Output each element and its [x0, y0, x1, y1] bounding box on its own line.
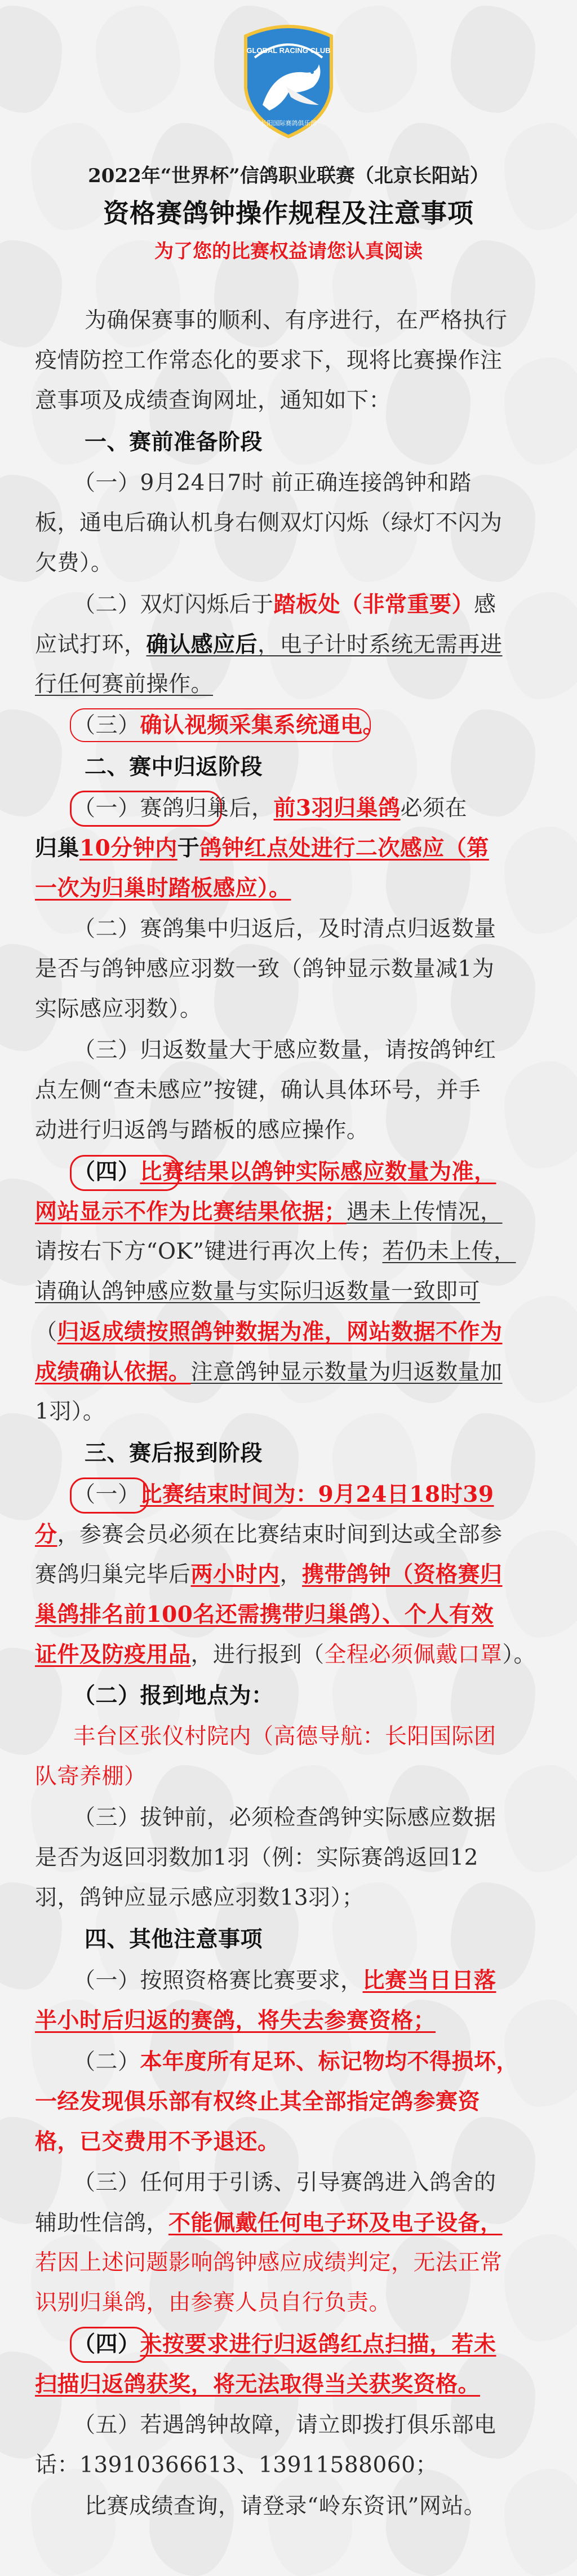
paragraph-line — [73, 1481, 577, 1508]
watermark-tile — [332, 2352, 417, 2459]
text-segment: （二） — [73, 2049, 140, 2075]
highlight-text: 携带鸽钟（资格赛归 — [302, 1562, 503, 1587]
highlight-text: 踏板处（非常重要） — [273, 592, 474, 617]
header-title-main: 资格赛鸽钟操作规程及注意事项 — [103, 198, 474, 228]
paragraph-line: 一次为归巢时踏板感应）。 — [35, 875, 291, 901]
phone-numbers: 话：13910366613、13911588060； — [35, 2453, 438, 2478]
watermark-tile — [0, 1413, 62, 1520]
section-heading: 三、赛后报到阶段 — [85, 1440, 263, 1466]
paragraph-line: （三）归返数量大于感应数量，请按鸽钟红 — [73, 1038, 496, 1063]
watermark-tile — [504, 2469, 577, 2576]
text-segment: （二）双灯闪烁后于 — [73, 592, 274, 617]
highlight-text: 比赛当日日落 — [362, 1968, 496, 1993]
watermark-tile — [0, 6, 62, 113]
highlight-text: 归返成绩按照鸽钟数据为准，网站数据不作为 — [57, 1319, 503, 1345]
watermark-tile — [214, 1179, 299, 1286]
paragraph-line — [73, 591, 577, 619]
paragraph-line — [35, 1358, 542, 1386]
text-segment: 感 — [474, 592, 496, 617]
highlight-text: 网站显示不作为比赛结果依据； — [35, 1199, 347, 1225]
paragraph-line — [73, 1158, 577, 1186]
watermark-tile — [31, 1296, 116, 1403]
paragraph-line — [35, 1641, 542, 1669]
section-heading: 二、赛中归返阶段 — [85, 754, 263, 780]
watermark-tile — [0, 2352, 62, 2459]
results-query-line: 比赛成绩查询，请登录“岭东资讯”网站。 — [85, 2494, 486, 2519]
logo-arc-text: GLOBAL RACING CLUB — [246, 46, 331, 55]
paragraph-line — [35, 1561, 542, 1589]
bold-text: （四） — [73, 1159, 140, 1185]
highlight-text: 确认视频采集系统通电。 — [140, 712, 385, 738]
paragraph-line: 格，已交费用不予退还。 — [35, 2129, 280, 2155]
highlight-text: 成绩确认依据。 — [35, 1359, 191, 1385]
pigeon-shield-logo-icon — [234, 20, 343, 140]
paragraph-line — [35, 1198, 542, 1226]
section-heading: 四、其他注意事项 — [85, 1926, 263, 1952]
highlight-text: 证件及防疫用品 — [35, 1642, 191, 1668]
text-segment: （ — [35, 1320, 57, 1345]
paragraph-line — [73, 2048, 577, 2076]
section-heading: 一、赛前准备阶段 — [85, 429, 263, 455]
paragraph-line: 若因上述问题影响鸽钟感应成绩判定，无法正常 — [35, 2250, 503, 2275]
paragraph-line: 扫描归返鸽获奖，将无法取得当关获奖资格。 — [35, 2371, 481, 2397]
watermark-tile — [386, 1296, 471, 1403]
text-segment: ）。 — [502, 1642, 536, 1668]
underlined-text: 遇未上传情况， — [347, 1199, 503, 1225]
text-segment: 请按右下方“OK”键进行再次上传； — [35, 1239, 383, 1264]
paragraph-line: （三）任何用于引诱、引导赛鸽进入鸽舍的 — [73, 2170, 496, 2195]
highlight-text: 分 — [35, 1521, 57, 1547]
watermark-tile — [0, 1179, 62, 1286]
address-line: 丰台区张仪村院内（高德导航：长阳国际团 — [73, 1724, 496, 1749]
paragraph-line — [73, 1967, 577, 1995]
highlight-text: 比赛结果以鸽钟实际感应数量为准， — [140, 1159, 496, 1185]
paragraph-line: 巢鸽排名前100名还需携带归巢鸽）、个人有效 — [35, 1602, 494, 1627]
watermark-tile — [149, 1296, 234, 1403]
text-segment: 辅助性信鸽， — [35, 2211, 169, 2236]
text-segment: （一） — [73, 1482, 140, 1507]
text-segment: ，参赛会员必须在比赛结束时间到达或全部参 — [57, 1522, 503, 1547]
watermark-tile — [96, 2352, 180, 2459]
highlight-text: 10分钟内 — [79, 835, 177, 861]
highlight-text: 前3羽归巢鸽 — [273, 795, 401, 821]
paragraph-line: （五）若遇鸽钟故障，请立即拨打俱乐部电 — [73, 2412, 496, 2438]
paragraph-line — [35, 1318, 542, 1346]
paragraph-line: 点左侧“查未感应”按键，确认具体环号，并手 — [35, 1078, 481, 1103]
highlight-text: 未按要求进行归返鸽红点扫描，若未 — [140, 2331, 496, 2357]
paragraph-line: 板，通电后确认机身右侧双灯闪烁（绿灯不闪为 — [35, 510, 503, 536]
bold-text: 于 — [177, 835, 200, 861]
intro-line: 疫情防控工作常态化的要求下，现将比赛操作注 — [35, 348, 503, 373]
watermark-tile — [268, 1296, 352, 1403]
paragraph-line — [73, 2331, 577, 2358]
watermark-tile — [0, 709, 62, 817]
watermark-tile — [386, 2469, 471, 2576]
highlight-text: 不能佩戴任何电子环及电子设备， — [168, 2210, 503, 2236]
underlined-text: 若仍未上传， — [382, 1239, 516, 1264]
text-segment: 必须在 — [400, 796, 468, 821]
logo-name: 长阳国际赛鸽俱乐部 — [260, 120, 317, 127]
underlined-text: 注意鸽钟显示数量为归返数量加 — [190, 1360, 503, 1385]
paragraph-line: 是否与鸽钟感应羽数一致（鸽钟显示数量减1为 — [35, 956, 495, 982]
paragraph-line: 实际感应羽数）。 — [35, 996, 202, 1022]
red-text: 全程必须佩戴口罩 — [324, 1642, 503, 1668]
paragraph-line — [73, 795, 577, 822]
bold-text: 确认感应后 — [146, 632, 258, 658]
header-subtitle-red: 为了您的比赛权益请您认真阅读 — [154, 240, 423, 263]
address-line: 队寄养棚） — [35, 1764, 147, 1789]
paragraph-line — [35, 1238, 542, 1265]
intro-line: 为确保赛事的顺利、有序进行，在严格执行 — [85, 308, 508, 333]
watermark-tile — [504, 1296, 577, 1403]
text-segment: （三） — [73, 713, 140, 738]
watermark-tile — [214, 2352, 299, 2459]
watermark-tile — [96, 6, 180, 113]
intro-line: 意事项及成绩查询网址，通知如下： — [35, 388, 392, 413]
paragraph-line: 动进行归返鸽与踏板的感应操作。 — [35, 1118, 369, 1143]
paragraph-line: （一）9月24日7时 前正确连接鸽钟和踏 — [73, 470, 472, 496]
paragraph-line: 识别归巢鸽，由参赛人员自行负责。 — [35, 2290, 392, 2315]
paragraph-line — [35, 1521, 542, 1549]
bold-text: （四） — [73, 2331, 140, 2357]
paragraph-line: 半小时后归返的赛鸽，将失去参赛资格； — [35, 2008, 436, 2034]
paragraph-line — [35, 2209, 542, 2237]
paragraph-line: 1羽）。 — [35, 1399, 105, 1424]
watermark-tile — [451, 6, 535, 113]
text-segment: 赛鸽归巢完毕后 — [35, 1562, 191, 1587]
watermark-tile — [451, 1179, 535, 1286]
text-segment: （一）按照资格赛比赛要求， — [73, 1968, 363, 1993]
highlight-text: 本年度所有足环、标记物均不得损坏， — [140, 2049, 519, 2075]
underlined-text: ，电子计时系统无需再进 — [258, 632, 503, 658]
text-segment: ，进行报到（ — [190, 1642, 325, 1668]
highlight-text: 两小时内 — [190, 1562, 280, 1587]
header-title-line1: 2022年“世界杯”信鸽职业联赛（北京长阳站） — [88, 165, 489, 187]
paragraph-line: （二）赛鸽集中归返后，及时清点归返数量 — [73, 916, 496, 942]
paragraph-line: 请确认鸽钟感应数量与实际归返数量一致即可 — [35, 1279, 481, 1304]
text-segment: 应试打环， — [35, 632, 147, 658]
text-segment: （一）赛鸽归巢后， — [73, 796, 274, 821]
watermark-tile — [268, 2469, 352, 2576]
paragraph-line: （三）拔钟前，必须检查鸽钟实际感应数据 — [73, 1805, 496, 1830]
paragraph-line: 是否为返回羽数加1羽（例：实际赛鸽返回12 — [35, 1845, 478, 1871]
highlight-text: 比赛结束时间为：9月24日18时39 — [140, 1481, 494, 1507]
watermark-tile — [96, 1179, 180, 1286]
watermark-tile — [149, 2469, 234, 2576]
watermark-tile — [332, 1179, 417, 1286]
paragraph-line: 行任何赛前操作。 — [35, 672, 214, 697]
paragraph-line: 羽，鸽钟应显示感应羽数13羽）； — [35, 1885, 365, 1911]
watermark-tile — [451, 2352, 535, 2459]
paragraph-line — [35, 631, 542, 659]
paragraph-line — [73, 712, 577, 739]
paragraph-line: 一经发现俱乐部有权终止其全部指定鸽参赛资 — [35, 2089, 481, 2115]
bold-text: 归巢 — [35, 835, 80, 861]
watermark-tile — [31, 2469, 116, 2576]
paragraph-line — [35, 835, 542, 862]
highlight-text: 鸽钟红点处进行二次感应（第 — [199, 835, 489, 861]
paragraph-heading: （二）报到地点为： — [73, 1683, 274, 1709]
watermark-tile — [332, 6, 417, 113]
paragraph-line: 欠费）。 — [35, 550, 113, 576]
text-segment: ， — [279, 1562, 303, 1587]
